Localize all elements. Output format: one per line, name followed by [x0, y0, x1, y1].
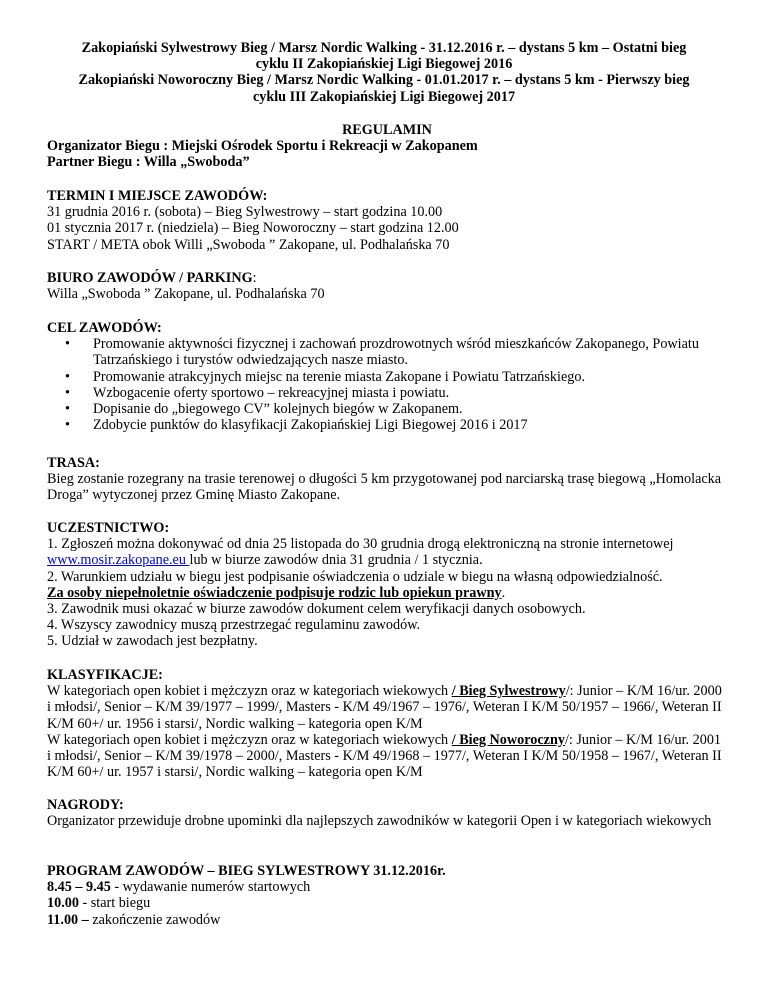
race-name-sylwestrowy: / Bieg Sylwestrowy: [451, 683, 566, 700]
rule-3: 3. Zawodnik musi okazać w biurze zawodów dokument celem weryfikacji danych osobowych.: [47, 601, 586, 618]
program-time: 8.45 – 9.45: [47, 879, 111, 896]
program-row: [47, 895, 727, 911]
section-heading: TERMIN I MIEJSCE ZAWODÓW:: [47, 188, 268, 204]
regulamin-title: REGULAMIN: [342, 122, 432, 138]
minor-consent-note: Za osoby niepełnoletnie oświadczenie podpisuje rodzic lub opiekun prawny: [47, 584, 502, 601]
rule-1-end: lub w biurze zawodów dnia 31 grudnia / 1 stycznia.: [189, 552, 483, 569]
heading-colon: :: [252, 270, 257, 286]
list-item: • Wzbogacenie oferty sportowo – rekreacyjnej miasta i powiatu.: [93, 385, 727, 401]
rule-4: 4. Wszyscy zawodnicy muszą przestrzegać regulaminu zawodów.: [47, 617, 421, 634]
nagrody-text: Organizator przewiduje drobne upominki dla najlepszych zawodników w kategorii Open i w kategoriach wiekowych: [47, 813, 712, 830]
klasyfikacje-section: [47, 667, 727, 780]
classification-categories: /: Junior – K/M 16/ur. 2000 i młodsi/, Senior – K/M 39/1977 – 1999/, Masters - K/M 49/1967 – 1976/, Weteran I K/M 50/1957 – 1966/, Weteran II K/M 60+/ ur. 1956 i starsi/, Nordic walking – kategoria open K/M: [47, 683, 722, 732]
partner-line: Partner Biegu : Willa „Swoboda”: [47, 154, 250, 171]
classification-intro: W kategoriach open kobiet i mężczyzn oraz w kategoriach wiekowych: [47, 683, 452, 700]
termin-line: 31 grudnia 2016 r. (sobota) – Bieg Sylwestrowy – start godzina 10.00: [47, 204, 443, 221]
rule-1-text: 1. Zgłoszeń można dokonywać od dnia 25 listopada do 30 grudnia drogą elektroniczną na stronie internetowej: [47, 536, 674, 553]
mosir-website-link[interactable]: www.mosir.zakopane.eu: [47, 552, 190, 569]
program-row: [47, 912, 727, 928]
regulamin-section: [47, 122, 727, 171]
termin-line: 01 stycznia 2017 r. (niedziela) – Bieg Noworoczny – start godzina 12.00: [47, 220, 459, 237]
program-desc: zakończenie zawodów: [88, 911, 221, 928]
biuro-line: Willa „Swoboda ” Zakopane, ul. Podhalańska 70: [47, 286, 325, 303]
section-heading: BIURO ZAWODÓW / PARKING: [47, 270, 253, 286]
rule-1: [47, 536, 727, 568]
section-heading: NAGRODY:: [47, 797, 124, 813]
section-heading: KLASYFIKACJE:: [47, 667, 163, 683]
program-desc: - wydawanie numerów startowych: [110, 879, 311, 896]
program-time: 11.00 –: [47, 911, 89, 928]
header-line: Zakopiański Noworoczny Bieg / Marsz Nordic Walking - 01.01.2017 r. – dystans 5 km - Pierwszy bieg: [78, 72, 690, 89]
trasa-section: [47, 455, 727, 504]
list-item: • Zdobycie punktów do klasyfikacji Zakopiańskiej Ligi Biegowej 2016 i 2017: [93, 417, 727, 433]
header-line: Zakopiański Sylwestrowy Bieg / Marsz Nordic Walking - 31.12.2016 r. – dystans 5 km – Ostatni bieg: [81, 40, 687, 56]
rule-2-dot: .: [501, 584, 506, 601]
section-heading: CEL ZAWODÓW:: [47, 320, 162, 336]
classification-noworoczny: [47, 732, 727, 781]
termin-line: START / META obok Willi „Swoboda ” Zakopane, ul. Podhalańska 70: [47, 236, 450, 253]
list-item: • Dopisanie do „biegowego CV” kolejnych biegów w Zakopanem.: [93, 401, 727, 417]
list-item: • Promowanie atrakcyjnych miejsc na terenie miasta Zakopane i Powiatu Tatrzańskiego.: [93, 369, 727, 385]
nagrody-section: [47, 797, 727, 829]
section-heading: UCZESTNICTWO:: [47, 520, 170, 536]
program-time: 10.00: [47, 895, 79, 912]
organizer-line: Organizator Biegu : Miejski Ośrodek Sportu i Rekreacji w Zakopanem: [47, 138, 478, 155]
rule-2: 2. Warunkiem udziału w biegu jest podpisanie oświadczenia o udziale w biegu na własną odpowiedzialność.: [47, 568, 663, 585]
header-line: cyklu II Zakopiańskiej Ligi Biegowej 2016: [255, 56, 513, 73]
header-line: cyklu III Zakopiańskiej Ligi Biegowej 2017: [252, 88, 516, 105]
uczestnictwo-section: [47, 520, 727, 650]
termin-section: [47, 188, 727, 253]
cel-section: [47, 320, 727, 433]
classification-intro: W kategoriach open kobiet i mężczyzn oraz w kategoriach wiekowych: [47, 731, 452, 748]
list-item: • Promowanie aktywności fizycznej i zachowań prozdrowotnych wśród mieszkańców Zakopanego, Powiatu Tatrzańskiego i turystów odwiedzających nasze miasto.: [93, 336, 727, 368]
program-desc: - start biegu: [78, 895, 151, 912]
classification-sylwestrowy: [47, 683, 727, 732]
trasa-text: Bieg zostanie rozegrany na trasie terenowej o długości 5 km przygotowanej pod narciarską trasę biegową „Homolacka Droga” wytyczonej przez Gminę Miasto Zakopane.: [47, 471, 722, 504]
goals-list: [47, 336, 727, 433]
rule-5: 5. Udział w zawodach jest bezpłatny.: [47, 633, 258, 650]
section-heading: TRASA:: [47, 455, 100, 471]
classification-categories: /: Junior – K/M 16/ur. 2001 i młodsi/, Senior – K/M 39/1978 – 2000/, Masters - K/M 49/1968 – 1977/, Weteran I K/M 50/1958 – 1967/, Weteran II K/M 60+/ ur. 1957 i starsi/, Nordic walking – kategoria open K/M: [47, 731, 722, 781]
program-row: [47, 879, 727, 895]
program-section: [47, 863, 727, 928]
race-name-noworoczny: / Bieg Noworoczny: [451, 731, 565, 748]
section-heading: PROGRAM ZAWODÓW – BIEG SYLWESTROWY 31.12.2016r.: [47, 863, 446, 879]
biuro-section: [47, 270, 727, 302]
document-header: [0, 40, 768, 105]
